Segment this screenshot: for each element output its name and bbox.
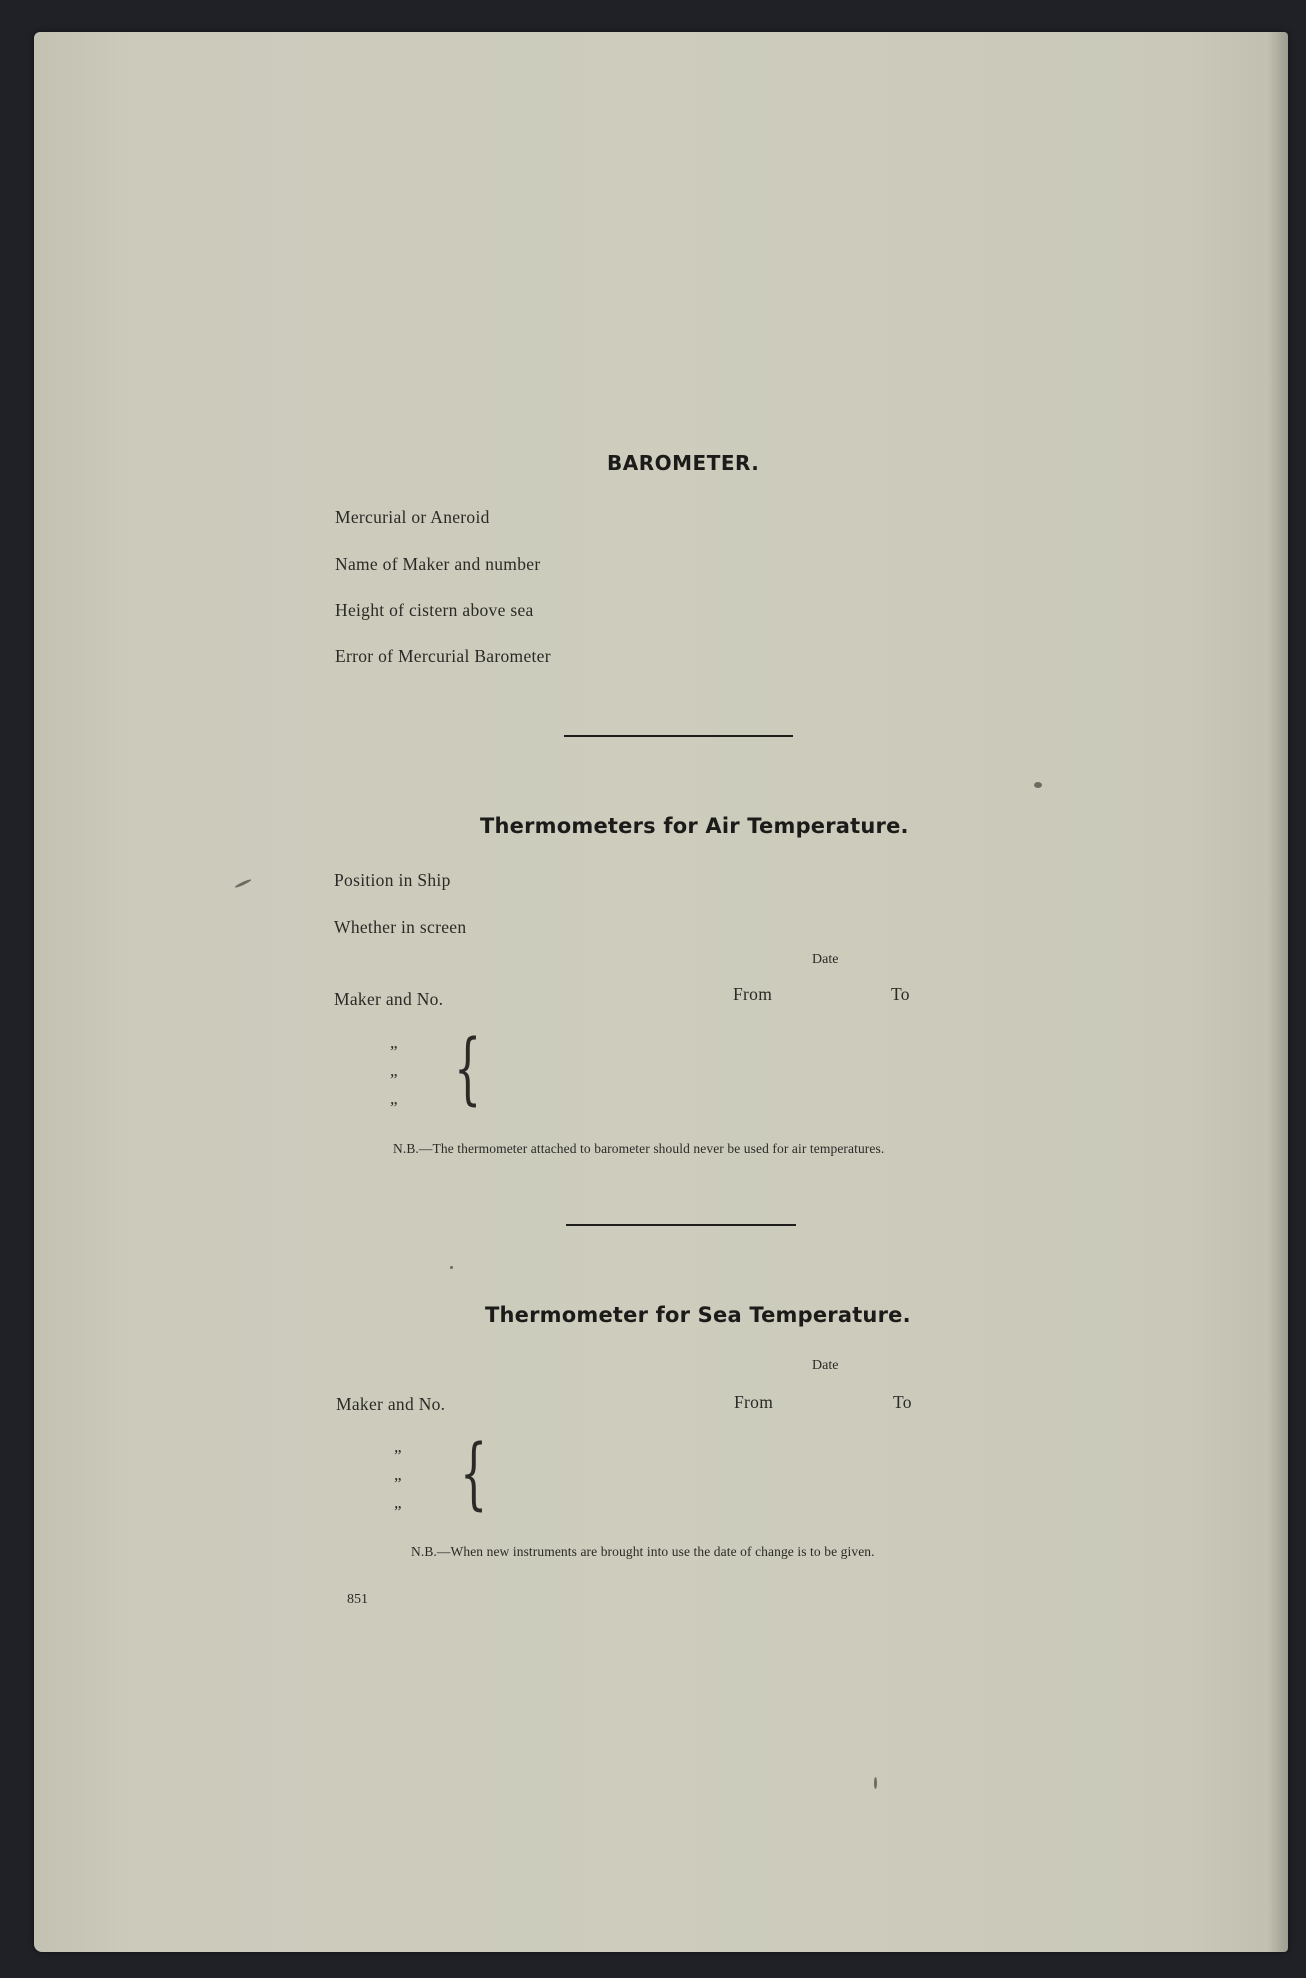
instrument-change-note: N.B.—When new instruments are brought into use the date of change is to be given. bbox=[411, 1544, 875, 1559]
ditto-mark: ” bbox=[390, 1070, 398, 1089]
position-in-ship-label: Position in Ship bbox=[334, 870, 451, 890]
from-label: From bbox=[734, 1392, 774, 1412]
maker-and-no-label: Maker and No. bbox=[336, 1394, 446, 1414]
paper-speck bbox=[1034, 782, 1042, 788]
ditto-mark: ” bbox=[390, 1042, 398, 1061]
to-label: To bbox=[893, 1392, 912, 1412]
from-label: From bbox=[733, 984, 773, 1004]
ditto-mark: ” bbox=[394, 1446, 402, 1465]
maker-number-label: Name of Maker and number bbox=[335, 554, 541, 574]
barometer-heading: BAROMETER. bbox=[607, 451, 760, 475]
barometer-error-label: Error of Mercurial Barometer bbox=[335, 646, 551, 666]
ditto-mark: ” bbox=[390, 1098, 398, 1117]
curly-brace: { bbox=[460, 1429, 488, 1519]
page-edge-shadow bbox=[1268, 32, 1288, 1952]
to-label: To bbox=[891, 984, 910, 1004]
section-divider bbox=[566, 1224, 796, 1226]
ditto-mark: ” bbox=[394, 1474, 402, 1493]
date-header: Date bbox=[812, 1358, 839, 1373]
paper-speck bbox=[450, 1266, 453, 1269]
document-page bbox=[34, 32, 1288, 1952]
maker-and-no-label: Maker and No. bbox=[334, 989, 444, 1009]
ditto-mark: ” bbox=[394, 1502, 402, 1521]
whether-in-screen-label: Whether in screen bbox=[334, 917, 467, 937]
air-temperature-note: N.B.—The thermometer attached to barometer should never be used for air temperatures. bbox=[393, 1141, 885, 1156]
section-divider bbox=[564, 735, 793, 737]
date-header: Date bbox=[812, 952, 839, 967]
cistern-height-label: Height of cistern above sea bbox=[335, 600, 534, 620]
air-thermometers-heading: Thermometers for Air Temperature. bbox=[480, 814, 909, 838]
paper-speck bbox=[874, 1777, 877, 1789]
sea-thermometer-heading: Thermometer for Sea Temperature. bbox=[485, 1303, 911, 1327]
mercurial-or-aneroid-label: Mercurial or Aneroid bbox=[335, 507, 490, 527]
form-number: 851 bbox=[347, 1592, 368, 1607]
paper-speck bbox=[234, 878, 252, 888]
curly-brace: { bbox=[454, 1024, 482, 1114]
